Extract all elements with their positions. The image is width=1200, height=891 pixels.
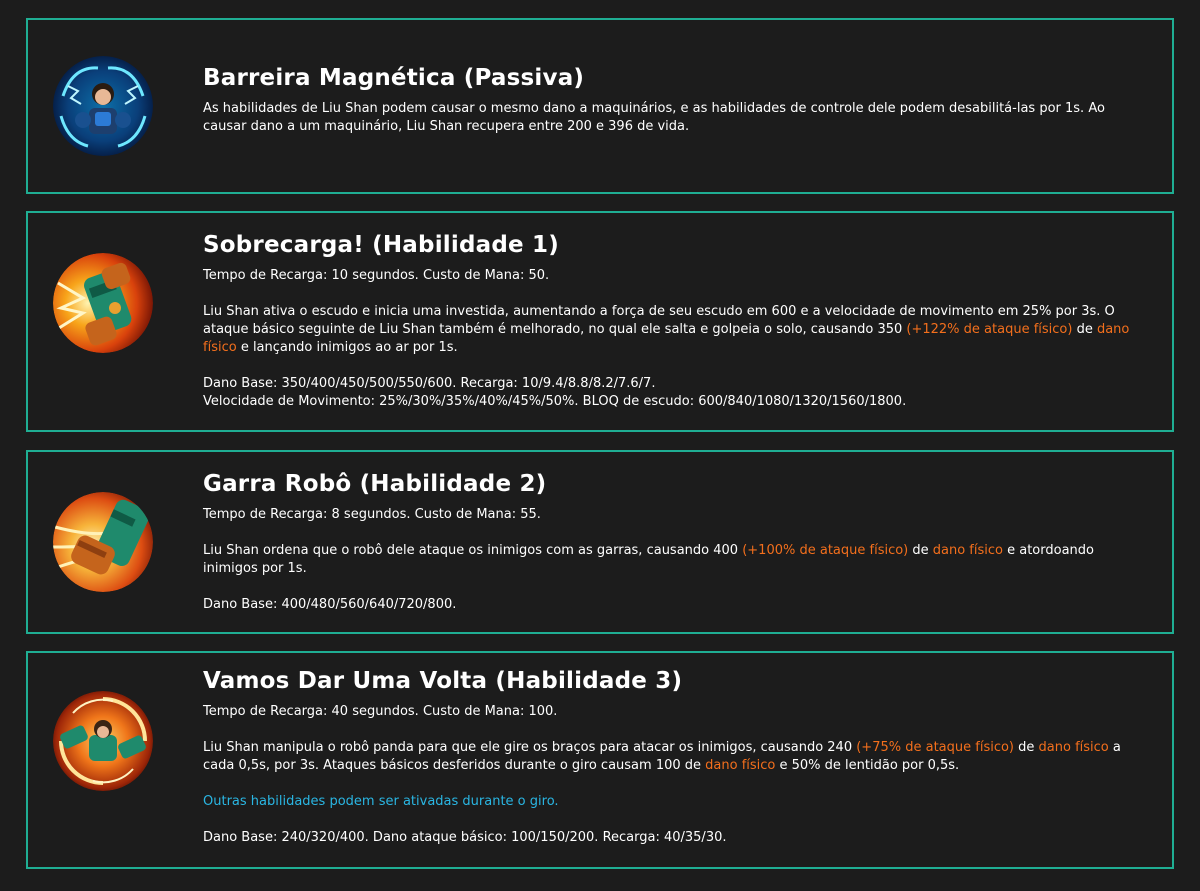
skill-description: Liu Shan ativa o escudo e inicia uma investida, aumentando a força de seu escudo em 600 e a velocidade de movimento em 25% por 3s. O ataque básico seguinte de Liu Shan também é melhorado, no qual ele salta e golpeia o solo, causando 350 (+122% de ataque físico) de dano físico e lançando inimigos ao ar por 1s.	[203, 304, 1130, 355]
skill-cooldown: Tempo de Recarga: 8 segundos. Custo de Mana: 55.	[203, 507, 541, 522]
skill-body	[203, 667, 1148, 847]
skill-cooldown: Tempo de Recarga: 10 segundos. Custo de Mana: 50.	[203, 268, 550, 283]
robot-claw-icon	[53, 492, 153, 592]
skill-stats: Dano Base: 350/400/450/500/550/600. Recarga: 10/9.4/8.8/8.2/7.6/7.	[203, 376, 656, 391]
skill-card-skill-2	[26, 450, 1174, 634]
overcharge-icon	[53, 253, 153, 353]
skill-body	[203, 64, 1148, 136]
skill-body	[203, 470, 1148, 614]
physical-damage-keyword: dano físico	[705, 758, 776, 773]
physical-damage-keyword: dano físico	[1038, 740, 1109, 755]
skill-stats: Dano Base: 240/320/400. Dano ataque básico: 100/150/200. Recarga: 40/35/30.	[203, 830, 727, 845]
spin-ride-icon	[53, 691, 153, 791]
skill-description: Liu Shan manipula o robô panda para que ele gire os braços para atacar os inimigos, causando 240 (+75% de ataque físico) de dano físico a cada 0,5s, por 3s. Ataques básicos desferidos durante o giro causam 100 de dano físico e 50% de lentidão por 0,5s.	[203, 740, 1121, 773]
skill-stats: Dano Base: 400/480/560/640/720/800.	[203, 597, 457, 612]
physical-damage-keyword: dano físico	[203, 322, 1130, 355]
physical-attack-scaling: (+100% de ataque físico)	[742, 543, 909, 558]
skill-description: As habilidades de Liu Shan podem causar o mesmo dano a maquinários, e as habilidades de controle dele podem desabilitá-las por 1s. Ao causar dano a um maquinário, Liu Shan recupera entre 200 e 396 de vida.	[203, 101, 1105, 134]
skill-card-skill-1	[26, 211, 1174, 432]
skill-title: Sobrecarga! (Habilidade 1)	[203, 232, 559, 258]
physical-attack-scaling: (+122% de ataque físico)	[906, 322, 1073, 337]
skill-card-skill-3	[26, 651, 1174, 869]
skill-stats: Velocidade de Movimento: 25%/30%/35%/40%/45%/50%. BLOQ de escudo: 600/840/1080/1320/1560/1800.	[203, 394, 907, 409]
skill-body	[203, 231, 1148, 411]
physical-attack-scaling: (+75% de ataque físico)	[856, 740, 1015, 755]
physical-damage-keyword: dano físico	[932, 543, 1003, 558]
skill-cooldown: Tempo de Recarga: 40 segundos. Custo de Mana: 100.	[203, 704, 558, 719]
skill-card-passive	[26, 18, 1174, 194]
skill-note: Outras habilidades podem ser ativadas durante o giro.	[203, 794, 559, 809]
magnetic-barrier-icon	[53, 56, 153, 156]
skill-title: Garra Robô (Habilidade 2)	[203, 471, 547, 497]
skill-title: Vamos Dar Uma Volta (Habilidade 3)	[203, 668, 683, 694]
skill-description: Liu Shan ordena que o robô dele ataque os inimigos com as garras, causando 400 (+100% de ataque físico) de dano físico e atordoando inimigos por 1s.	[203, 543, 1094, 576]
skill-title: Barreira Magnética (Passiva)	[203, 65, 585, 91]
